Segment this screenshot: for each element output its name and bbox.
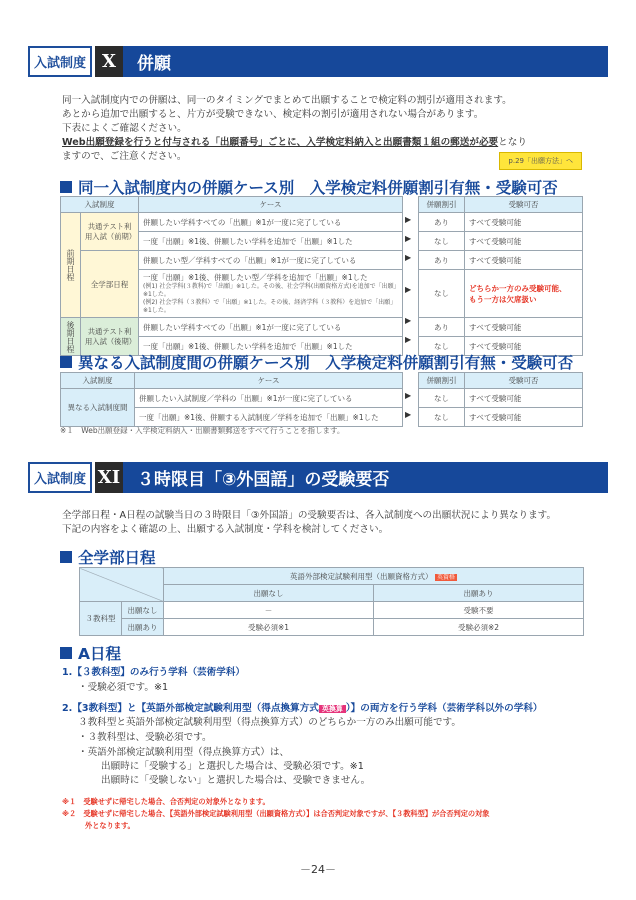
footnote-a2-cont: 外となります。 [85,821,135,830]
case-cell: 一度「出願」※1後、併願する入試制度／学科を追加で「出願」※1した [135,408,403,427]
table1-results [418,196,583,356]
important-notice: Web出願登録を行うと付与される「出願番号」ごとに、入学検定料納入と出願書類１組の郵送が必要 [62,137,499,148]
arrow-icon: ▶ [405,316,412,325]
discount-cell: なし [419,270,465,318]
eng-conversion-badge: 英換算 [319,705,346,713]
group-different: 異なる入試制度間 [61,389,135,427]
group-kyotsu-late: 共通テスト利用入試（後期） [81,318,139,356]
discount-cell: なし [419,408,465,427]
section-title: 併願 [123,46,608,77]
discount-cell: あり [419,251,465,270]
exam-cell: すべて受験可能 [465,318,583,337]
section-title: ３時限目「③外国語」の受験要否 [123,462,608,493]
section-xi-intro [62,509,582,537]
arrow-icon: ▶ [405,391,412,400]
notice-tail: となり [498,137,527,148]
exam-cell: すべて受験可能 [465,337,583,356]
case-cell: 一度「出願」※1後、併願したい学科を追加で「出願」※1した [139,337,403,356]
footnote-a2: ※２ 受験せずに帰宅した場合、【英語外部検定試験利用型（出願資格方式）】は合否判定対象ですが、【３教科型】が合否判定の対象 [62,809,490,818]
item2-line: 出願時に「受験しない」と選択した場合は、受験できません。 [101,775,371,786]
section-x-header [28,46,608,77]
footnote-1: ※１ Web出願登録・入学検定料納入・出願書類郵送をすべて行うことを指します。 [60,426,345,435]
item1-line: ・受験必須です。※1 [78,682,169,693]
result-cell: 受験必須※1 [164,619,374,636]
col-none: 出願なし [164,585,374,602]
group-zengakubu: 全学部日程 [81,251,139,318]
arrow-icon: ▶ [405,335,412,344]
case-cell: 併願したい学科すべての「出願」※1が一度に完了している [139,318,403,337]
header-exam: 受験可否 [465,373,583,389]
discount-cell: あり [419,318,465,337]
case-cell: 併願したい入試制度／学科の「出願」※1が一度に完了している [135,389,403,408]
table1-heading: 同一入試制度内の併願ケース別 入学検定料併願割引有無・受験可否 [60,176,558,198]
diagonal-corner-cell [80,568,164,602]
group-kyotsu-early: 共通テスト利用入試（前期） [81,213,139,251]
intro-line: 同一入試制度内での併願は、同一のタイミングでまとめて出願することで検定料の割引が適用されます。 [62,95,512,106]
item2-line: ・英語外部検定試験利用型（得点換算方式）は、 [78,747,290,758]
exam-cell: すべて受験可能 [465,389,583,408]
item2-line: ３教科型と英語外部検定試験利用型（得点換算方式）のどちらか一方のみ出願可能です。 [78,717,461,728]
section-xi-header [28,462,608,493]
intro-line: あとから追加で出願すると、片方が受験できない、検定料の割引が適用されない場合があります。 [62,109,484,120]
eng-qualification-badge: 英資格 [436,573,455,581]
arrow-icon: ▶ [405,285,412,294]
intro-line: 下記の内容をよく確認の上、出願する入試制度・学科を検討してください。 [62,524,389,535]
item1-title: 1.【３教科型】のみ行う学科（芸術学科） [62,667,246,678]
page-number: －24－ [300,863,336,876]
intro-last-line: ますので、ご注意ください。 [62,151,187,162]
discount-cell: なし [419,337,465,356]
header-seido: 入試制度 [61,373,135,389]
col-yes: 出願あり [374,585,584,602]
case-cell: 一度「出願」※1後、併願したい学科を追加で「出願」※1した [139,232,403,251]
exam-cell: すべて受験可能 [465,213,583,232]
arrow-icon: ▶ [405,253,412,262]
intro-line: 全学部日程・A日程の試験当日の３時限目「③外国語」の受験要否は、各入試制度への出願状況により異なります。 [62,510,557,521]
footnote-a1: ※１ 受験せずに帰宅した場合、合否判定の対象外となります。 [62,797,270,806]
period-early: 前期日程 [61,213,81,318]
header-case: ケース [135,373,403,389]
header-case: ケース [139,197,403,213]
top-header: 英語外部検定試験利用型（出願資格方式） 英資格 [164,568,584,585]
page-link-button[interactable]: p.29「出願方法」へ [499,152,582,170]
header-discount: 併願割引 [419,197,465,213]
case-cell: 一度「出願」※1後、併願したい型／学科を追加で「出願」※1した (例1) 社会学科(３教科)で「出願」※1した。その後、社会学科(出願資格方式)を追加で「出願」※1した。 (例2) 社会学科（３教科）で「出願」※1した。その後、経済学科（３教科）を追加で「出願」※1した。 [139,270,403,318]
section-x-intro [62,94,582,170]
square-bullet-icon [60,647,72,659]
table2-heading: 異なる入試制度間の併願ケース別 入学検定料併願割引有無・受験可否 [60,351,573,373]
section-number: X [95,46,123,77]
case-cell: 併願したい学科すべての「出願」※1が一度に完了している [139,213,403,232]
square-bullet-icon [60,551,72,563]
arrow-icon: ▶ [405,215,412,224]
exam-cell: すべて受験可能 [465,251,583,270]
row-yes: 出願あり [122,619,164,636]
intro-line: 下表によくご確認ください。 [62,123,187,134]
table1-cases [60,196,403,356]
square-bullet-icon [60,356,72,368]
row-none: 出願なし [122,602,164,619]
discount-cell: なし [419,389,465,408]
zengakubu-heading: 全学部日程 [60,546,156,568]
exam-cell-warning: どちらか一方のみ受験可能、 もう一方は欠席扱い [465,270,583,318]
case-cell: 併願したい型／学科すべての「出願」※1が一度に完了している [139,251,403,270]
arrow-icon: ▶ [405,234,412,243]
table2-cases [60,372,403,427]
exam-cell: すべて受験可能 [465,232,583,251]
square-bullet-icon [60,181,72,193]
header-exam: 受験可否 [465,197,583,213]
result-cell: 受験不要 [374,602,584,619]
result-cell: 受験必須※2 [374,619,584,636]
row-group: ３教科型 [80,602,122,636]
a-nittei-heading: A日程 [60,642,121,664]
header-discount: 併願割引 [419,373,465,389]
item2-title: 2.【3教科型】と【英語外部検定試験利用型（得点換算方式 英換算 ）】の両方を行う学科（芸術学科以外の学科） [62,703,543,714]
arrow-icon: ▶ [405,410,412,419]
section-number: XI [95,462,123,493]
table2-results [418,372,583,427]
item2-line: 出願時に「受験する」と選択した場合は、受験必須です。※1 [101,761,364,772]
result-cell: － [164,602,374,619]
period-late: 後期日程 [61,318,81,356]
section-tag: 入試制度 [28,46,92,77]
header-seido: 入試制度 [61,197,139,213]
discount-cell: なし [419,232,465,251]
item2-line: ・３教科型は、受験必須です。 [78,732,212,743]
discount-cell: あり [419,213,465,232]
exam-cell: すべて受験可能 [465,408,583,427]
zengakubu-table [79,567,584,636]
section-tag: 入試制度 [28,462,92,493]
